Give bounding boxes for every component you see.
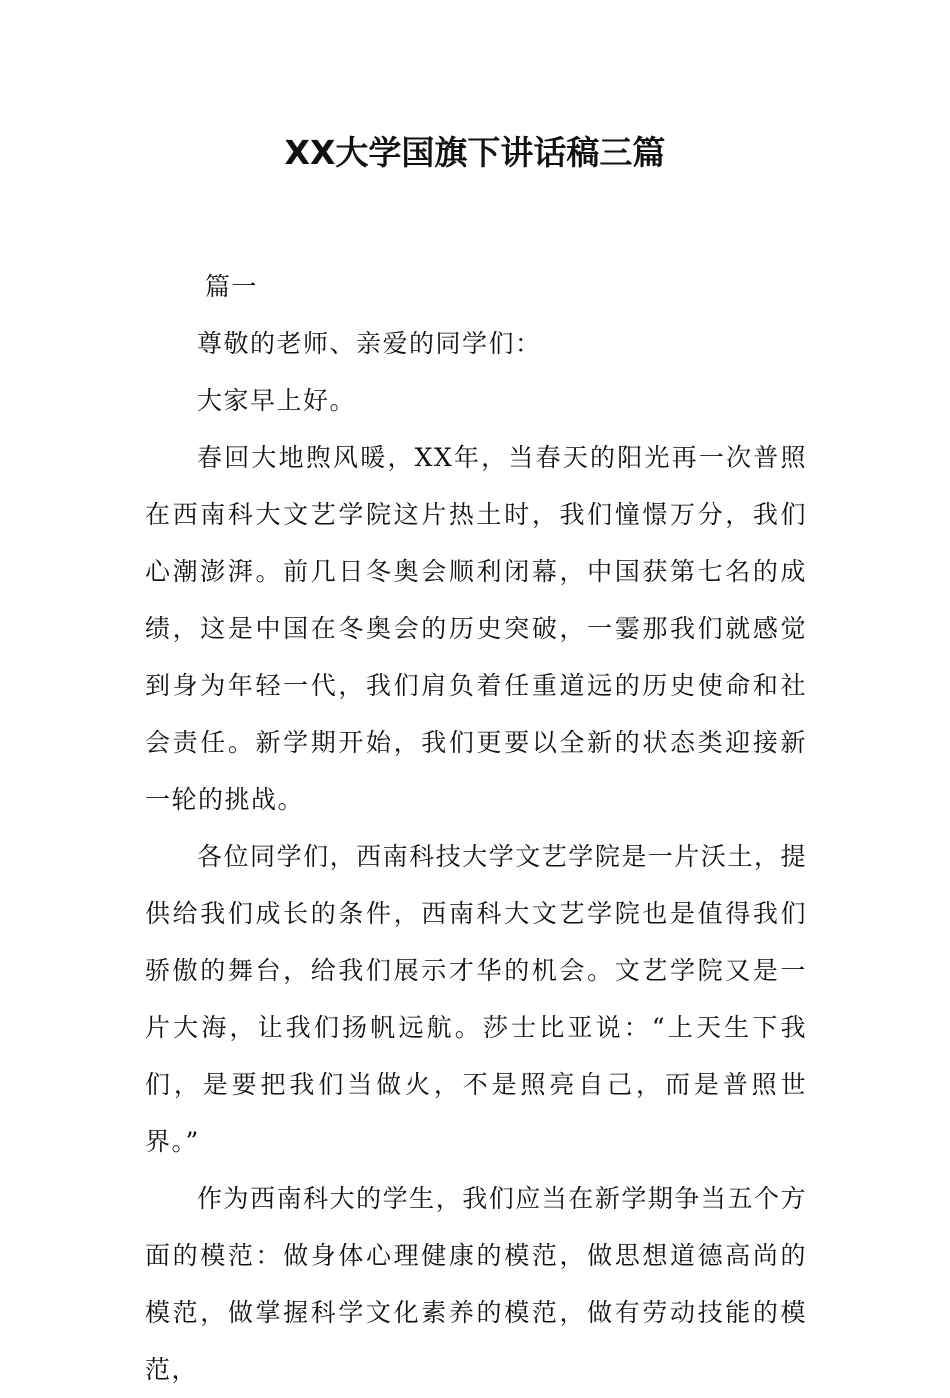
document-body: [145, 258, 807, 1398]
paragraph: 各位同学们，西南科技大学文艺学院是一片沃土，提供给我们成长的条件，西南科大文艺学院也是值得我们骄傲的舞台，给我们展示才华的机会。文艺学院又是一片大海，让我们扬帆远航。莎士比亚说：“上天生下我们，是要把我们当做火，不是照亮自己，而是普照世界。”: [145, 842, 807, 1156]
document-title: XX大学国旗下讲话稿三篇: [284, 133, 666, 172]
greeting: 大家早上好。: [197, 386, 357, 415]
paragraph: 作为西南科大的学生，我们应当在新学期争当五个方面的模范：做身体心理健康的模范，做思想道德高尚的模范，做掌握科学文化素养的模范，做有劳动技能的模范，: [145, 1184, 807, 1384]
section-label: 篇一: [205, 272, 259, 301]
paragraph: 春回大地煦风暖，XX年，当春天的阳光再一次普照在西南科大文艺学院这片热土时，我们憧憬万分，我们心潮澎湃。前几日冬奥会顺利闭幕，中国获第七名的成绩，这是中国在冬奥会的历史突破，一霎那我们就感觉到身为年轻一代，我们肩负着任重道远的历史使命和社会责任。新学期开始，我们更要以全新的状态类迎接新一轮的挑战。: [145, 443, 807, 814]
salutation: 尊敬的老师、亲爱的同学们：: [197, 329, 542, 358]
